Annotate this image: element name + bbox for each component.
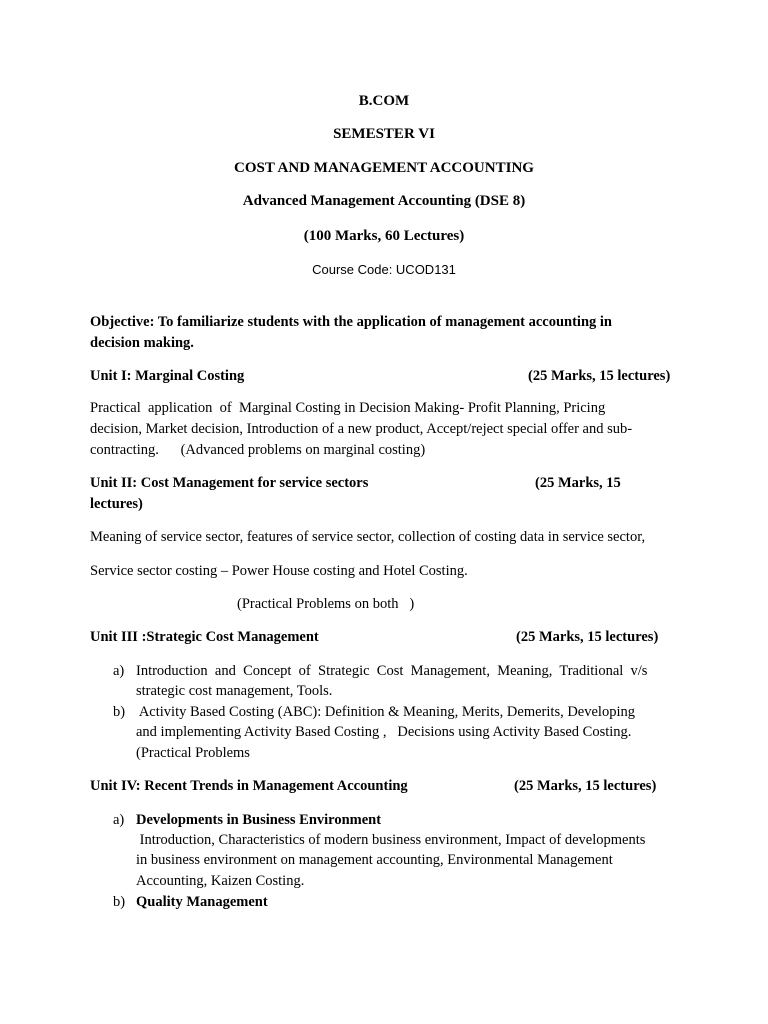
unit-1-line-3: contracting. (Advanced problems on marginal costing) xyxy=(90,442,426,458)
paper-title: Advanced Management Accounting (DSE 8) xyxy=(242,193,526,209)
unit-4-item-a-line-1: Introduction, Characteristics of modern business environment, Impact of developments xyxy=(136,832,646,848)
unit-4-item-a-heading: Developments in Business Environment xyxy=(136,812,382,828)
unit-3-item-a-line-2: strategic cost management, Tools. xyxy=(136,683,333,699)
unit-3-item-a-line-1: Introduction and Concept of Strategic Cost Management, Meaning, Traditional v/s xyxy=(136,663,648,679)
unit-4-title: Unit IV: Recent Trends in Management Accounting xyxy=(90,778,408,794)
unit-3-item-b-marker: b) xyxy=(113,704,126,720)
unit-2-title: Unit II: Cost Management for service sectors xyxy=(90,475,369,491)
unit-4-item-b-heading: Quality Management xyxy=(136,894,268,910)
unit-4-item-a-line-2: in business environment on management accounting, Environmental Management xyxy=(136,852,613,868)
unit-2-marks: (25 Marks, 15 xyxy=(535,475,621,491)
unit-4-item-a-marker: a) xyxy=(113,812,125,828)
unit-3-item-b-line-2: and implementing Activity Based Costing , Decisions using Activity Based Costing. xyxy=(136,724,632,740)
unit-3-marks: (25 Marks, 15 lectures) xyxy=(516,629,659,645)
unit-3-item-b-line-3: (Practical Problems xyxy=(136,745,250,761)
objective-line-1: Objective: To familiarize students with the application of management accounting in xyxy=(90,314,612,330)
unit-1-line-2: decision, Market decision, Introduction of a new product, Accept/reject special offer and sub- xyxy=(90,421,633,437)
marks-lectures: (100 Marks, 60 Lectures) xyxy=(303,228,465,244)
unit-3-title: Unit III :Strategic Cost Management xyxy=(90,629,319,645)
unit-3-item-b-line-1: Activity Based Costing (ABC): Definition & Meaning, Merits, Demerits, Developing xyxy=(136,704,635,720)
unit-4-item-b-marker: b) xyxy=(113,894,126,910)
objective-line-2: decision making. xyxy=(90,335,194,351)
semester-title: SEMESTER VI xyxy=(333,126,435,142)
unit-4-item-a-line-3: Accounting, Kaizen Costing. xyxy=(136,873,305,889)
unit-1-marks: (25 Marks, 15 lectures) xyxy=(528,368,671,384)
course-code: Course Code: UCOD131 xyxy=(312,262,456,277)
unit-2-marks-continued: lectures) xyxy=(90,496,143,512)
unit-2-line-1: Meaning of service sector, features of service sector, collection of costing data in service sector, xyxy=(90,529,646,545)
unit-1-title: Unit I: Marginal Costing xyxy=(90,368,245,384)
unit-4-marks: (25 Marks, 15 lectures) xyxy=(514,778,657,794)
unit-3-item-a-marker: a) xyxy=(113,663,125,679)
unit-1-line-1: Practical application of Marginal Costing in Decision Making- Profit Planning, Pricing xyxy=(90,400,606,416)
unit-2-line-2: Service sector costing – Power House costing and Hotel Costing. xyxy=(90,563,468,579)
degree-title: B.COM xyxy=(358,93,410,109)
unit-2-line-3: (Practical Problems on both ) xyxy=(237,596,415,612)
subject-title: COST AND MANAGEMENT ACCOUNTING xyxy=(234,160,534,176)
